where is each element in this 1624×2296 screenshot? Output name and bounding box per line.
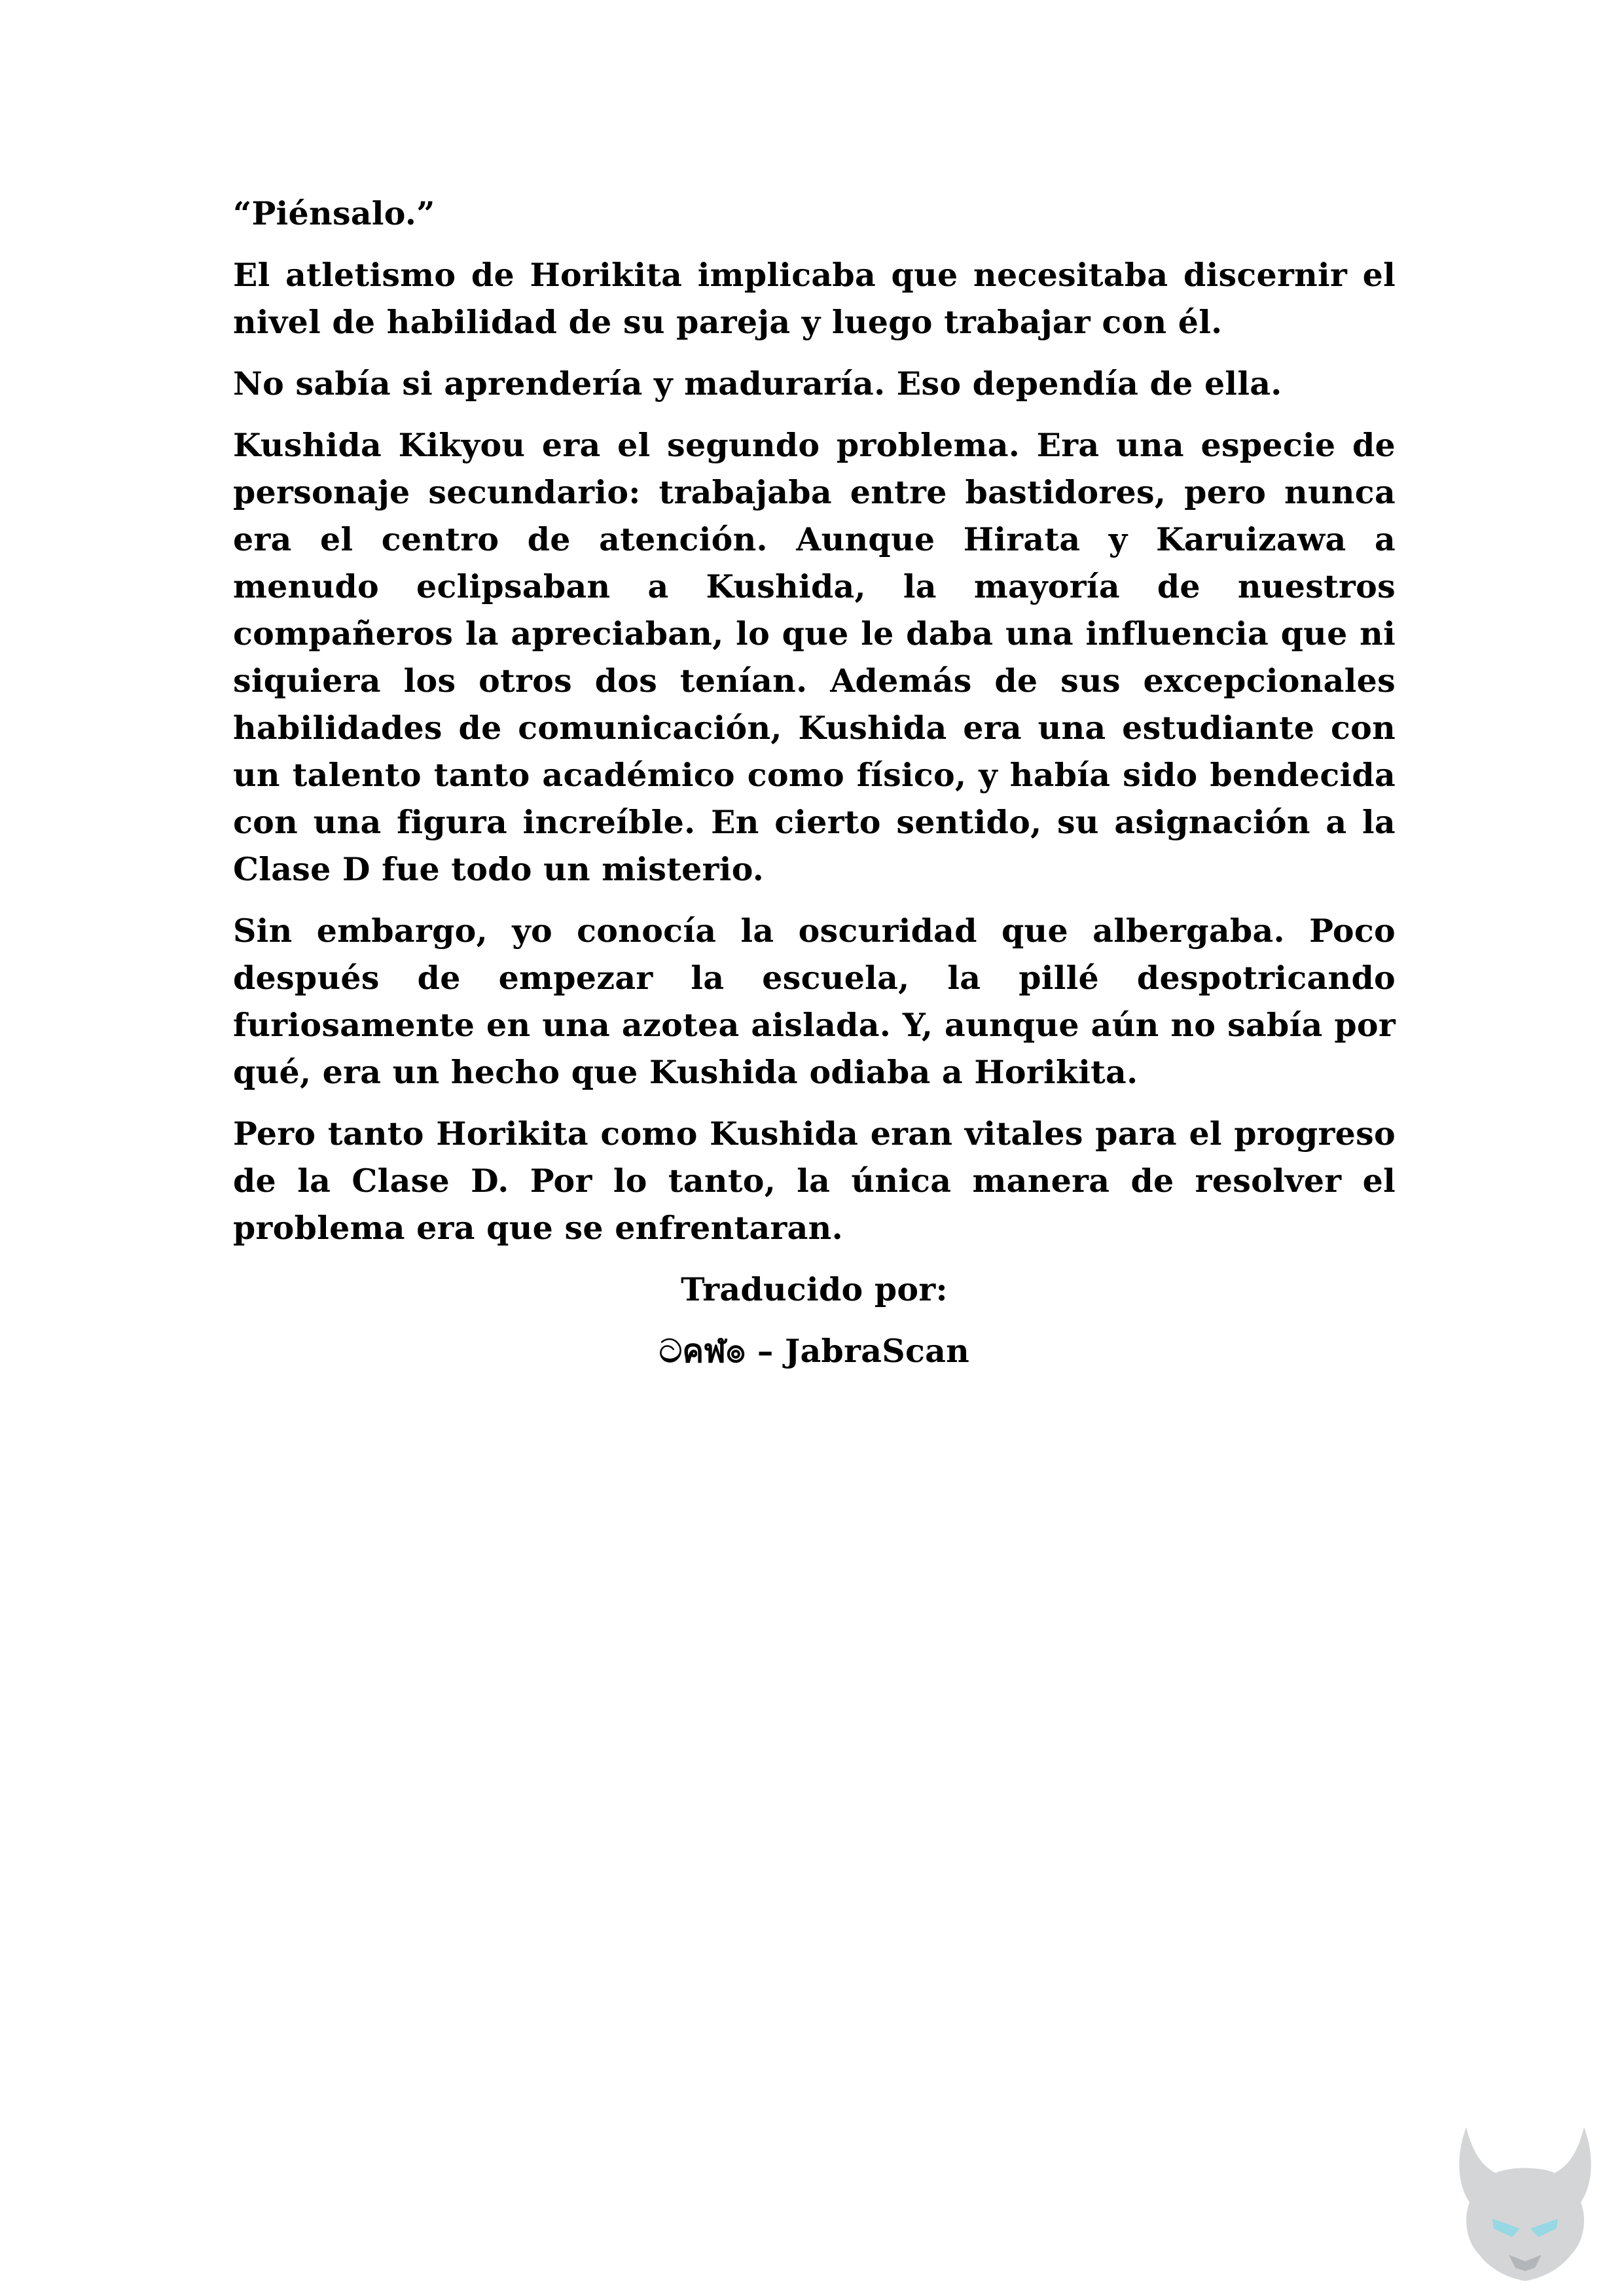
demon-head-logo-icon <box>1447 2121 1604 2284</box>
credit-line: ටคฬ๏ – JabraScan <box>659 1332 970 1370</box>
credit-title: Traducido por: <box>681 1270 948 1308</box>
paragraph-3: Kushida Kikyou era el segundo problema. Era una especie de personaje secundario: trabajaba entre bastidores, pero nunca era el centro de atención. Aunque Hirata y Karuizawa a menudo eclipsaban a Kushida, la mayoría de nuestros compañeros la apreciaban, lo que le daba una influencia que ni siquiera los otros dos tenían. Además de sus excepcionales habilidades de comunicación, Kushida era una estudiante con un talento tanto académico como físico, y había sido bendecida con una figura increíble. En cierto sentido, su asignación a la Clase D fue todo un misterio. <box>233 426 1396 888</box>
paragraph-dialogue: “Piénsalo.” <box>233 194 435 232</box>
paragraph-2: No sabía si aprendería y maduraría. Eso dependía de ella. <box>233 365 1282 403</box>
paragraph-4: Sin embargo, yo conocía la oscuridad que albergaba. Poco después de empezar la escuela, la pillé despotricando furiosamente en una azotea aislada. Y, aunque aún no sabía por qué, era un hecho que Kushida odiaba a Horikita. <box>233 912 1396 1091</box>
document-body <box>233 190 1396 1389</box>
demon-head-shape <box>1459 2127 1591 2281</box>
paragraph-1: El atletismo de Horikita implicaba que necesitaba discernir el nivel de habilidad de su pareja y luego trabajar con él. <box>233 256 1396 341</box>
paragraph-5: Pero tanto Horikita como Kushida eran vitales para el progreso de la Clase D. Por lo tanto, la única manera de resolver el problema era que se enfrentaran. <box>233 1115 1396 1247</box>
